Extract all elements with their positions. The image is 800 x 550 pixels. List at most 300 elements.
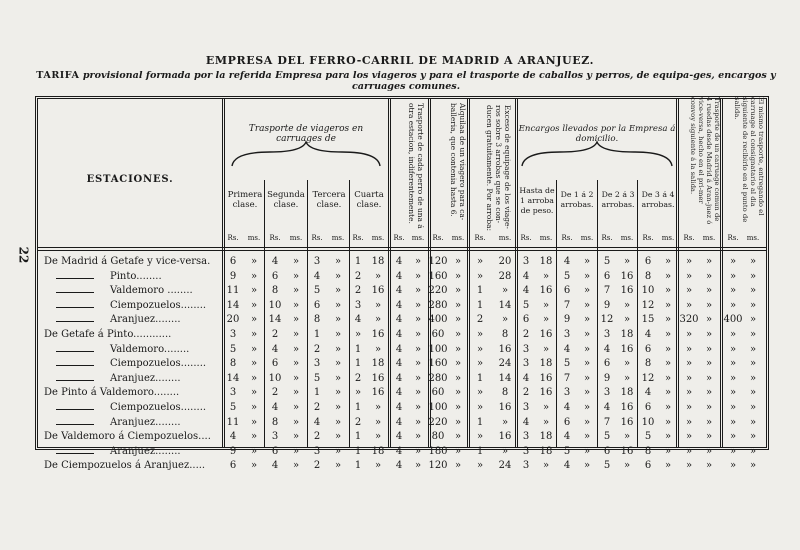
table-cell: 16 [539,285,553,297]
station-label: De Valdemoro á Ciempozuelos.... [44,431,211,443]
table-cell: » [454,402,462,413]
table-cell: 3 [522,256,530,267]
table-cell: 6 [563,285,571,297]
table-cell: » [454,372,462,384]
table-cell: » [250,387,258,399]
table-cell: » [476,270,484,282]
table-cell: » [664,416,672,428]
table-cell: » [414,431,422,443]
table-cell: » [454,416,462,428]
table-cell: » [664,343,672,355]
table-cell: » [374,402,382,413]
table-cell: » [705,358,713,370]
header-de2a3: De 2 á 3 arrobas. [601,190,635,209]
table-cell: 6 [644,256,652,267]
unit-rs: Rs. [683,234,695,242]
table-cell: » [705,416,713,428]
table-cell: 6 [644,402,652,413]
table-cell: 24 [498,460,512,472]
table-cell: » [685,402,693,413]
table-cell: » [292,343,300,355]
table-cell: 16 [620,416,634,428]
table-cell: » [414,299,422,311]
table-cell: 4 [395,299,403,311]
table-cell: 4 [522,270,530,282]
table-cell: » [583,445,591,457]
table-cell: » [454,314,462,326]
table-cell: » [583,285,591,297]
table-cell: 5 [603,431,611,443]
header-group-encargos: Encargos llevados por la Empresa á domicilio. [518,124,676,144]
table-cell: 4 [644,329,652,340]
table-cell: 3 [271,431,279,443]
table-cell: » [664,314,672,326]
table-cell: » [292,431,300,443]
table-cell: 4 [395,329,403,340]
table-cell: » [292,314,300,326]
table-cell: » [454,431,462,443]
table-cell: » [334,402,342,413]
table-cell: 16 [620,285,634,297]
table-cell: » [292,387,300,399]
table-cell: 1 [476,285,484,297]
table-cell: » [334,358,342,370]
table-cell: 160 [428,358,448,370]
table-cell: 4 [313,416,321,428]
header-carruage: Trasporte de un carruage comun de 4 ruedas desde Madrid á Aran-juez ó vice-versa, hecho en el pri-mer convoy siguiente á la salida. [689,97,721,225]
table-cell: 5 [644,431,652,443]
table-cell: 6 [522,314,530,326]
table-cell: » [583,431,591,443]
table-cell: 18 [620,329,634,340]
table-cell: 8 [501,387,509,399]
table-cell: 1 [354,343,362,355]
unit-ms: ms. [331,234,345,242]
table-cell: 6 [644,460,652,472]
table-cell: 3 [522,358,530,370]
station-label: Aranjuez........ [110,372,181,384]
table-cell: » [664,431,672,443]
table-cell: 4 [395,460,403,472]
table-cell: 3 [522,402,530,413]
table-cell: » [583,416,591,428]
table-cell: 120 [428,460,448,472]
unit-rs: Rs. [642,234,654,242]
table-cell: 1 [313,329,321,340]
document-subtitle [36,70,776,92]
unit-ms: ms. [411,234,425,242]
table-cell: 1 [354,358,362,370]
table-row [40,314,766,329]
table-cell: » [334,314,342,326]
station-label: Aranjuez........ [110,445,181,457]
table-cell: 3 [229,387,237,399]
ditto-dash [56,380,94,381]
table-cell: 16 [371,372,385,384]
table-cell: » [729,285,737,297]
table-cell: 18 [371,445,385,457]
station-label: Ciempozuelos........ [110,358,207,370]
table-cell: 4 [395,343,403,355]
document-title: EMPRESA DEL FERRO-CARRIL DE MADRID A ARANJUEZ. [205,54,595,67]
unit-ms: ms. [247,234,261,242]
table-cell: 12 [600,314,614,326]
header-tercera: Tercera clase. [312,190,346,210]
table-cell: » [749,299,757,311]
table-cell: 18 [620,387,634,399]
table-cell: » [705,372,713,384]
table-cell: 11 [226,416,240,428]
table-cell: » [623,372,631,384]
ditto-dash [56,365,94,366]
table-cell: 4 [271,343,279,355]
unit-rs: Rs. [393,234,405,242]
table-cell: » [685,372,693,384]
table-cell: » [476,358,484,370]
table-cell: 4 [271,256,279,267]
table-cell: » [749,402,757,413]
table-cell: » [501,314,509,326]
table-cell: 220 [428,416,448,428]
unit-ms: ms. [451,234,465,242]
table-cell: » [250,285,258,297]
station-label: De Ciempozuelos á Aranjuez..... [44,460,206,472]
table-cell: 3 [354,299,362,311]
table-cell: 3 [522,343,530,355]
table-cell: » [685,358,693,370]
table-cell: » [374,314,382,326]
table-cell: 9 [563,314,571,326]
unit-ms: ms. [371,234,385,242]
table-cell: » [292,402,300,413]
table-cell: » [292,256,300,267]
table-row [40,460,766,475]
table-cell: » [729,372,737,384]
table-cell: 7 [603,416,611,428]
table-cell: 4 [271,460,279,472]
table-cell: 28 [498,270,512,282]
table-cell: » [414,329,422,340]
table-cell: 3 [313,358,321,370]
table-cell: » [664,285,672,297]
table-cell: 16 [371,387,385,399]
divider [38,250,766,251]
table-row [40,256,766,271]
table-cell: 2 [476,314,484,326]
table-cell: 4 [395,372,403,384]
table-cell: 16 [498,343,512,355]
table-cell: » [583,358,591,370]
table-cell: » [414,387,422,399]
table-cell: 3 [563,329,571,340]
table-cell: 6 [644,343,652,355]
table-cell: 2 [522,329,530,340]
table-cell: 1 [476,445,484,457]
unit-rs: Rs. [727,234,739,242]
table-cell: 18 [539,445,553,457]
subtitle-lead: TARIFA [36,70,80,81]
table-cell: 14 [226,372,240,384]
table-row [40,417,766,432]
table-cell: » [729,445,737,457]
table-cell: » [685,270,693,282]
header-group-viajeros: Trasporte de viageros en carruages de [248,124,364,144]
table-cell: 3 [313,256,321,267]
ditto-dash [56,351,94,352]
table-cell: » [583,387,591,399]
table-cell: 280 [428,299,448,311]
unit-ms: ms. [746,234,760,242]
table-cell: 100 [428,402,448,413]
unit-ms: ms. [498,234,512,242]
table-cell: » [454,460,462,472]
table-cell: » [454,270,462,282]
table-cell: 4 [563,256,571,267]
ditto-dash [56,424,94,425]
table-cell: » [729,387,737,399]
table-row [40,344,766,359]
table-cell: 9 [603,299,611,311]
table-cell: 1 [476,416,484,428]
table-cell: 12 [641,372,655,384]
table-cell: » [334,329,342,340]
table-cell: 2 [354,416,362,428]
table-cell: » [749,460,757,472]
station-label: Aranjuez........ [110,416,181,428]
table-cell: 8 [501,329,509,340]
header-segunda: Segunda clase. [267,190,305,210]
table-cell: » [501,416,509,428]
table-cell: 5 [313,372,321,384]
table-cell: » [705,431,713,443]
table-cell: » [583,270,591,282]
table-cell: 10 [641,416,655,428]
header-viagero: Alquilaa de un viagero para ca-balleria, que contenia hasta 6. [449,103,467,221]
table-cell: 7 [563,372,571,384]
table-cell: » [749,445,757,457]
table-cell: 4 [563,431,571,443]
table-cell: » [749,270,757,282]
table-cell: » [729,299,737,311]
station-label: Valdemoro ........ [110,285,193,297]
subtitle-text: provisional formada por la referida Empresa para los viageros y para el trasporte de caballos y perros, de equipa-ges, encargos y carruages comunes. [82,70,776,92]
station-label: De Madrid á Getafe y vice-versa. [44,256,211,267]
header-de3a4: De 3 á 4 arrobas. [641,190,675,209]
table-cell: » [476,343,484,355]
table-cell: 3 [313,445,321,457]
table-cell: 3 [522,460,530,472]
table-cell: » [292,270,300,282]
table-cell: » [292,329,300,340]
table-cell: 5 [563,270,571,282]
table-cell: » [729,416,737,428]
table-cell: 14 [268,314,282,326]
table-row [40,373,766,388]
table-cell: 16 [620,270,634,282]
table-row [40,271,766,286]
table-cell: » [414,256,422,267]
table-cell: » [501,285,509,297]
station-label: De Pinto á Valdemoro........ [44,387,180,399]
table-cell: 6 [271,270,279,282]
header-primera: Primera clase. [227,190,263,210]
station-label: Aranjuez........ [110,314,181,326]
table-cell: 10 [268,372,282,384]
table-cell: » [250,431,258,443]
table-cell: » [749,329,757,340]
table-cell: » [250,358,258,370]
table-cell: 6 [603,270,611,282]
table-cell: 8 [644,270,652,282]
table-cell: 4 [522,372,530,384]
ditto-dash [56,321,94,322]
table-cell: » [250,445,258,457]
table-cell: 18 [539,256,553,267]
table-cell: » [476,431,484,443]
ditto-dash [56,453,94,454]
table-cell: 9 [229,445,237,457]
table-cell: » [476,256,484,267]
table-cell: » [250,270,258,282]
table-cell: 4 [313,270,321,282]
table-cell: 16 [371,329,385,340]
table-cell: » [250,416,258,428]
table-cell: 2 [354,270,362,282]
table-cell: » [354,387,362,399]
table-cell: » [664,445,672,457]
table-cell: » [374,431,382,443]
table-cell: » [664,402,672,413]
table-cell: » [414,445,422,457]
table-cell: 1 [354,460,362,472]
table-cell: 4 [229,431,237,443]
table-cell: 11 [226,285,240,297]
table-cell: » [749,314,757,326]
table-cell: » [729,402,737,413]
table-cell: 16 [539,372,553,384]
table-cell: » [542,402,550,413]
table-cell: » [334,460,342,472]
table-cell: » [334,387,342,399]
table-cell: 4 [563,343,571,355]
table-cell: 8 [271,416,279,428]
table-cell: 4 [395,445,403,457]
table-cell: » [476,387,484,399]
table-cell: » [729,270,737,282]
header-mismo: El mismo trasporte, entregando el carruage al consignatario al dia siguiente de recibirlo en el punto de salida. [733,97,765,223]
table-cell: » [664,460,672,472]
unit-rs: Rs. [352,234,364,242]
table-cell: 60 [431,329,445,340]
table-row [40,358,766,373]
table-cell: » [354,329,362,340]
table-cell: » [623,314,631,326]
unit-ms: ms. [580,234,594,242]
unit-rs: Rs. [432,234,444,242]
table-cell: » [705,285,713,297]
table-cell: » [250,329,258,340]
table-cell: » [623,358,631,370]
table-cell: 2 [313,402,321,413]
table-cell: » [685,387,693,399]
table-cell: » [729,329,737,340]
table-cell: » [664,358,672,370]
table-row [40,329,766,344]
table-cell: 16 [371,285,385,297]
station-label: De Getafe á Pinto............ [44,329,172,340]
ditto-dash [56,292,94,293]
unit-rs: Rs. [227,234,239,242]
table-cell: 3 [563,387,571,399]
table-cell: 80 [431,431,445,443]
ditto-dash [56,307,94,308]
table-cell: » [705,402,713,413]
table-cell: » [374,270,382,282]
table-cell: 16 [498,431,512,443]
table-cell: » [414,343,422,355]
table-cell: » [749,285,757,297]
table-cell: 4 [395,431,403,443]
table-cell: 24 [498,358,512,370]
table-cell: 5 [603,256,611,267]
table-cell: 2 [271,329,279,340]
table-cell: 3 [229,329,237,340]
table-cell: » [705,387,713,399]
header-exceso: Exceso de equipage de los viage-ros sobre 3 arrobas que se con-ducen gratuitamente. Por arroba: [485,105,512,231]
table-cell: 2 [522,387,530,399]
table-cell: » [454,299,462,311]
page-number: 22 [16,246,31,264]
header-de1a2: De 1 á 2 arrobas. [560,190,594,209]
table-cell: » [292,299,300,311]
table-cell: 1 [476,299,484,311]
unit-rs: Rs. [269,234,281,242]
table-cell: » [664,387,672,399]
table-cell: 18 [371,358,385,370]
table-cell: » [729,256,737,267]
table-cell: » [250,372,258,384]
table-cell: » [664,372,672,384]
table-cell: 8 [644,358,652,370]
table-cell: » [705,343,713,355]
table-cell: 14 [498,299,512,311]
table-cell: » [250,314,258,326]
table-cell: 7 [563,299,571,311]
table-cell: 6 [563,416,571,428]
table-cell: 60 [431,387,445,399]
table-cell: 2 [354,372,362,384]
table-cell: » [583,460,591,472]
table-cell: » [685,343,693,355]
table-cell: 4 [603,343,611,355]
table-row [40,402,766,417]
table-cell: 1 [476,372,484,384]
table-row [40,446,766,461]
table-cell: » [664,329,672,340]
table-cell: 4 [395,402,403,413]
table-cell: » [454,343,462,355]
table-cell: » [414,402,422,413]
table-cell: 1 [354,445,362,457]
table-cell: » [414,372,422,384]
table-cell: 320 [679,314,699,326]
table-cell: 7 [603,285,611,297]
unit-rs: Rs. [561,234,573,242]
table-cell: 6 [313,299,321,311]
table-cell: 4 [395,270,403,282]
table-cell: » [583,372,591,384]
table-cell: 10 [641,285,655,297]
